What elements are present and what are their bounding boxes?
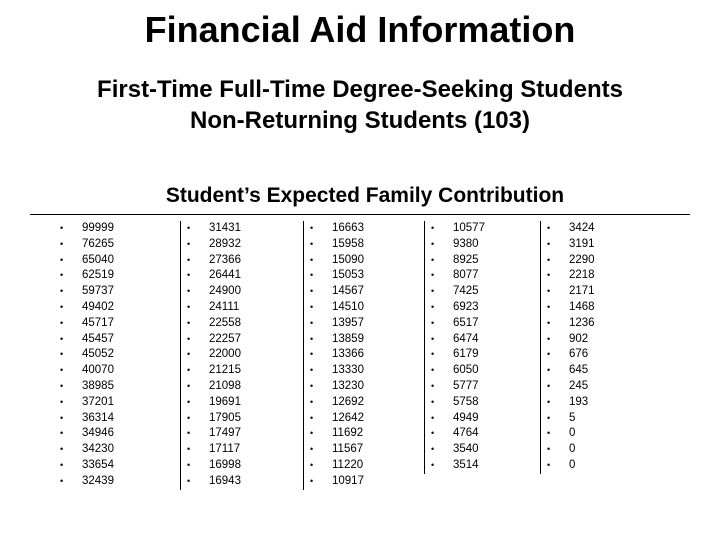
efc-value: • 5	[541, 411, 651, 427]
efc-value: • 245	[541, 379, 651, 395]
efc-value: • 13330	[304, 363, 414, 379]
efc-value: • 11692	[304, 426, 414, 442]
page-title: Financial Aid Information	[144, 9, 576, 50]
efc-value: • 22257	[181, 332, 291, 348]
efc-value: • 2171	[541, 284, 651, 300]
efc-value: • 21098	[181, 379, 291, 395]
efc-column-2	[180, 221, 291, 490]
efc-value: • 6923	[425, 300, 535, 316]
efc-value: • 645	[541, 363, 651, 379]
efc-value: • 7425	[425, 284, 535, 300]
efc-value: • 65040	[54, 253, 164, 269]
efc-value: • 17117	[181, 442, 291, 458]
efc-value: • 4764	[425, 426, 535, 442]
efc-value: • 14567	[304, 284, 414, 300]
efc-value: • 1236	[541, 316, 651, 332]
efc-value: • 2218	[541, 268, 651, 284]
efc-value: • 17905	[181, 411, 291, 427]
efc-value: • 13859	[304, 332, 414, 348]
efc-value: • 15958	[304, 237, 414, 253]
subtitle-line-1: First-Time Full-Time Degree-Seeking Students	[97, 76, 623, 103]
efc-heading: Student’s Expected Family Contribution	[165, 184, 565, 207]
efc-value: • 11567	[304, 442, 414, 458]
efc-value: • 22558	[181, 316, 291, 332]
efc-value: • 22000	[181, 347, 291, 363]
efc-value: • 40070	[54, 363, 164, 379]
efc-value: • 193	[541, 395, 651, 411]
efc-value: • 2290	[541, 253, 651, 269]
efc-value: • 0	[541, 458, 651, 474]
efc-value: • 38985	[54, 379, 164, 395]
efc-value: • 13230	[304, 379, 414, 395]
efc-value: • 6179	[425, 347, 535, 363]
efc-value: • 6050	[425, 363, 535, 379]
efc-value: • 32439	[54, 474, 164, 490]
efc-value: • 3514	[425, 458, 535, 474]
efc-value: • 15053	[304, 268, 414, 284]
efc-value: • 16998	[181, 458, 291, 474]
efc-value: • 34230	[54, 442, 164, 458]
efc-value: • 13366	[304, 347, 414, 363]
efc-value: • 3424	[541, 221, 651, 237]
subtitle-line-2: Non-Returning Students (103)	[190, 107, 530, 135]
efc-value: • 27366	[181, 253, 291, 269]
efc-value: • 45717	[54, 316, 164, 332]
efc-value: • 37201	[54, 395, 164, 411]
efc-value: • 62519	[54, 268, 164, 284]
efc-value: • 26441	[181, 268, 291, 284]
efc-list	[54, 221, 164, 490]
efc-value: • 45457	[54, 332, 164, 348]
efc-list	[304, 221, 414, 490]
heading-divider	[30, 214, 690, 215]
efc-value: • 676	[541, 347, 651, 363]
efc-value: • 19691	[181, 395, 291, 411]
efc-value: • 1468	[541, 300, 651, 316]
efc-value: • 59737	[54, 284, 164, 300]
efc-value: • 31431	[181, 221, 291, 237]
efc-value: • 16943	[181, 474, 291, 490]
efc-column-1	[54, 221, 164, 490]
efc-value: • 34946	[54, 426, 164, 442]
efc-value: • 14510	[304, 300, 414, 316]
subtitle	[0, 74, 720, 136]
efc-column-4	[424, 221, 535, 474]
efc-value: • 10577	[425, 221, 535, 237]
efc-value: • 28932	[181, 237, 291, 253]
efc-value: • 9380	[425, 237, 535, 253]
efc-value: • 5758	[425, 395, 535, 411]
efc-value: • 3191	[541, 237, 651, 253]
efc-value: • 0	[541, 426, 651, 442]
efc-value: • 6517	[425, 316, 535, 332]
efc-value: • 15090	[304, 253, 414, 269]
efc-value: • 49402	[54, 300, 164, 316]
efc-value: • 11220	[304, 458, 414, 474]
efc-value: • 3540	[425, 442, 535, 458]
efc-list	[181, 221, 291, 490]
efc-value: • 17497	[181, 426, 291, 442]
efc-value: • 33654	[54, 458, 164, 474]
efc-value: • 10917	[304, 474, 414, 490]
efc-value: • 24111	[181, 300, 291, 316]
efc-column-3	[303, 221, 414, 490]
efc-value: • 16663	[304, 221, 414, 237]
efc-column-5	[540, 221, 651, 474]
efc-value: • 21215	[181, 363, 291, 379]
efc-value: • 36314	[54, 411, 164, 427]
efc-value: • 99999	[54, 221, 164, 237]
efc-value: • 12692	[304, 395, 414, 411]
efc-value: • 45052	[54, 347, 164, 363]
efc-value: • 13957	[304, 316, 414, 332]
efc-value: • 8925	[425, 253, 535, 269]
efc-value: • 5777	[425, 379, 535, 395]
efc-list	[425, 221, 535, 474]
efc-value: • 76265	[54, 237, 164, 253]
efc-value: • 4949	[425, 411, 535, 427]
efc-value: • 8077	[425, 268, 535, 284]
efc-value: • 902	[541, 332, 651, 348]
efc-value: • 24900	[181, 284, 291, 300]
efc-value: • 6474	[425, 332, 535, 348]
efc-value: • 12642	[304, 411, 414, 427]
efc-list	[541, 221, 651, 474]
efc-value: • 0	[541, 442, 651, 458]
